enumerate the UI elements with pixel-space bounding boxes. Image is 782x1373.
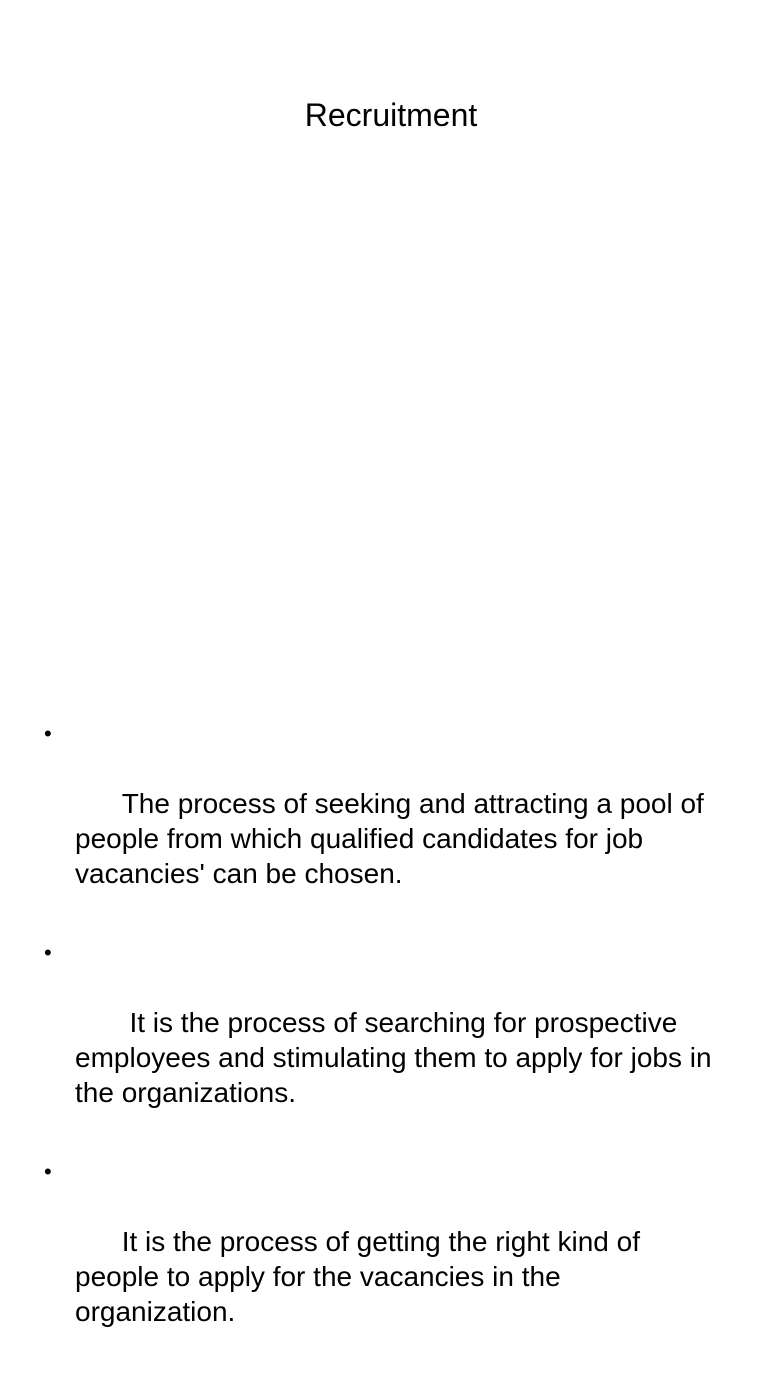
slide-title: Recruitment xyxy=(304,97,478,133)
bullet-icon: • xyxy=(44,940,52,965)
bullet-text: It is the process of searching for prospective employees and stimulating them to apply for jobs in the organizations. xyxy=(75,1007,720,1108)
bullet-item xyxy=(40,935,720,1145)
bullet-text: The process of seeking and attracting a pool of people from which qualified candidates for job vacancies' can be chosen. xyxy=(75,788,712,889)
bullet-item xyxy=(40,716,720,926)
bullet-text: It is the process of getting the right kind of people to apply for the vacancies in the organization. xyxy=(75,1226,648,1327)
bullet-icon: • xyxy=(44,1159,52,1184)
bullet-icon: • xyxy=(44,721,52,746)
bullet-item xyxy=(40,1154,720,1364)
bullet-list xyxy=(40,716,720,1373)
